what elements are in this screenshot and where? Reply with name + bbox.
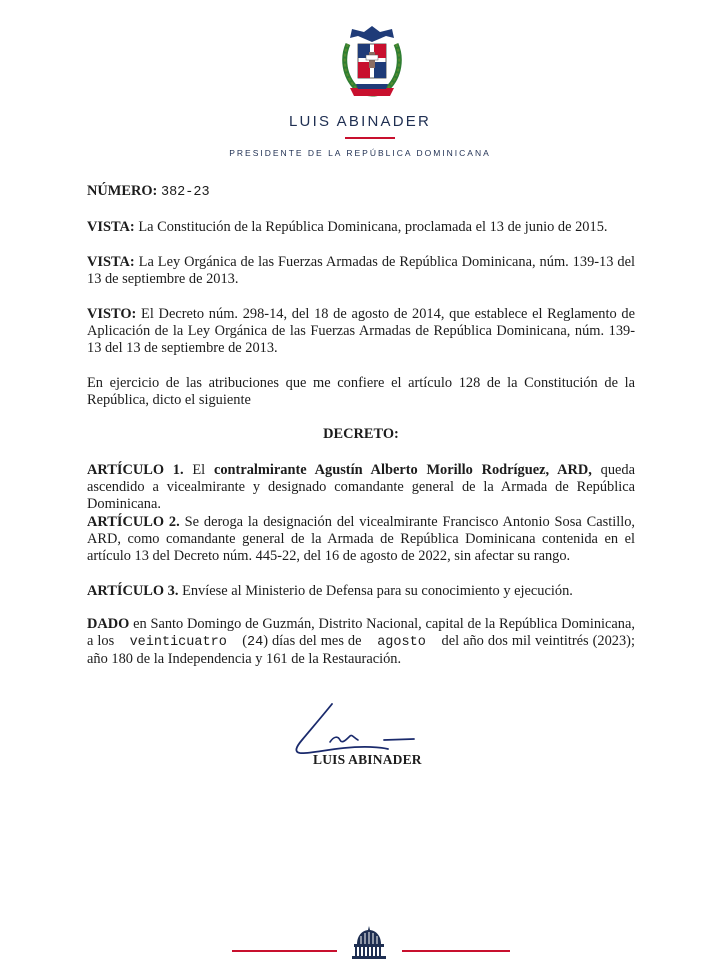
dado-month: agosto: [377, 635, 426, 650]
footer-rule-right: [402, 950, 510, 952]
articulo-1: [87, 462, 635, 513]
palace-dome-icon: [349, 924, 389, 960]
decreto-heading-text: DECRETO:: [323, 426, 399, 442]
vista-paragraph-1: [87, 219, 635, 236]
decreto-heading: [87, 426, 635, 443]
visto-text: El Decreto núm. 298-14, del 18 de agosto de 2014, que establece el Reglamento de Aplicación de la Ley Orgánica de las Fuerzas Armadas de República Dominicana, núm. 139- 13 del 13 de septiembre de 2013.: [87, 306, 635, 356]
coat-of-arms-icon: [336, 22, 408, 100]
dado-day-words: veinticuatro: [129, 635, 227, 650]
decree-number: [87, 183, 210, 200]
vista1-label: VISTA:: [87, 219, 135, 235]
art3-label: ARTÍCULO 3.: [87, 583, 179, 599]
visto-label: VISTO:: [87, 306, 137, 322]
vista1-text: La Constitución de la República Dominicana, proclamada el 13 de junio de 2015.: [138, 219, 608, 235]
numero-label: NÚMERO:: [87, 183, 158, 199]
art2-label: ARTÍCULO 2.: [87, 514, 180, 530]
art1-pre: El: [192, 462, 206, 478]
dado-label: DADO: [87, 616, 130, 632]
footer-rule-left: [232, 950, 337, 952]
dado-text-1: en Santo Domingo de Guzmán, Distrito Nacional, capital de la República Dominicana, a los: [87, 616, 635, 649]
ejercicio-paragraph: En ejercicio de las atribuciones que me confiere el artículo 128 de la Constitución de la República, dicto el siguiente: [87, 375, 635, 408]
dado-day-number: 24: [246, 635, 264, 650]
header-name: LUIS ABINADER: [289, 113, 431, 130]
art3-text: Envíese al Ministerio de Defensa para su conocimiento y ejecución.: [182, 583, 573, 599]
vista2-text: La Ley Orgánica de las Fuerzas Armadas de República Dominicana, núm. 139-13 del 13 de septiembre de 2013.: [87, 254, 635, 287]
header-accent-rule: [345, 137, 395, 139]
vista-paragraph-2: [87, 254, 635, 288]
numero-value: 382-23: [160, 185, 210, 200]
articulo-2: [87, 514, 635, 565]
dado-text-2: días del mes de: [271, 633, 362, 649]
art1-text: queda ascendido a vicealmirante y designado comandante general de la Armada de República Dominicana.: [87, 462, 635, 512]
header-title: PRESIDENTE DE LA REPÚBLICA DOMINICANA: [229, 148, 491, 158]
dado-paren-close: ): [263, 633, 268, 649]
dado-text-3: del año dos mil veintitrés (2023); año 180 de la Independencia y 161 de la Restauración.: [87, 633, 635, 667]
vista2-label: VISTA:: [87, 254, 135, 270]
visto-paragraph: [87, 306, 635, 357]
dado-paragraph: [87, 616, 635, 668]
signature-name: LUIS ABINADER: [313, 752, 422, 767]
dado-paren-open: (: [242, 633, 247, 649]
articulo-3: [87, 583, 635, 600]
art1-label: ARTÍCULO 1.: [87, 462, 184, 478]
art2-text: Se deroga la designación del vicealmirante Francisco Antonio Sosa Castillo, ARD, como comandante general de la Armada de República Dominicana contenida en el artículo 13 del Decreto núm. 445-22, del 16 de agosto de 2022, sin afectar su rango.: [87, 514, 635, 564]
art1-bold: contralmirante Agustín Alberto Morillo Rodríguez, ARD,: [213, 462, 592, 478]
